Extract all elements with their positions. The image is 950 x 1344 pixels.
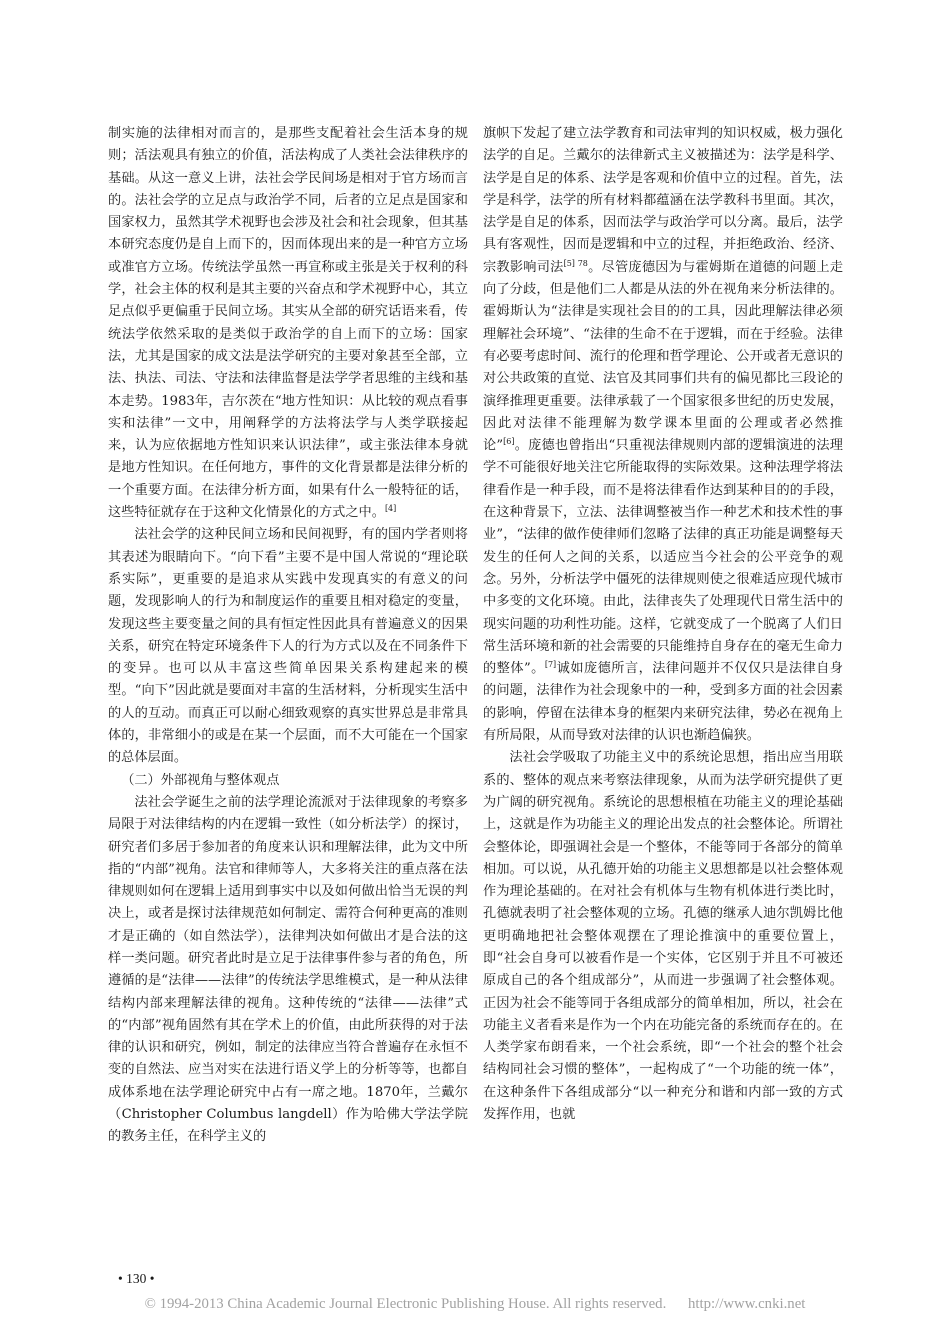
paragraph-text: 制实施的法律相对而言的，是那些支配着社会生活本身的规则；活法观具有独立的价值，活法构成了人类社会法律秩序的基础。从这一意义上讲，法社会学民间场是相对于官方场而言的。法社会学的立足点与政治学不同，后者的立足点是国家和国家权力，虽然其学术视野也会涉及社会和社会现象，但其基本研究态度仍是自上而下的，因而体现出来的是一种官方立场或准官方立场。传统法学虽然一再宣称或主张是关于权利的科学，社会主体的权利是其主要的兴奋点和学术视野中心，其立足点似乎更偏重于民间立场。其实从全部的研究话语来看，传统法学依然采取的是类似于政治学的自上而下的立场：国家法，尤其是国家的成文法是法学研究的主要对象甚至全部，立法、执法、司法、守法和法律监督是法学学者思维的主线和基本走势。1983年，吉尔茨在“地方性知识：从比较的观点看事实和法律”一文中，用阐释学的方法将法学与人类学联接起来，认为应依据地方性知识来认识法律”，或主张法律本身就是地方性知识。在任何地方，事件的文化背景都是法律分析的一个重要方面。在法律分析方面，如果有什么一般特征的话，这些特征就存在于这种文化情景化的方式之中。 xyxy=(108,126,468,521)
citation-mark: [6] xyxy=(503,437,515,447)
website-link[interactable]: http://www.cnki.net xyxy=(687,1296,806,1312)
citation-mark: [7] xyxy=(544,660,557,670)
citation-mark: [5] 78 xyxy=(563,258,588,268)
right-column xyxy=(483,123,843,1126)
paragraph: 法社会学诞生之前的法学理论流派对于法律现象的考察多局限于对法律结构的内在逻辑一致性（如分析法学）的探讨，研究者们多居于参加者的角度来认识和理解法律，此为文中所指的“内部”视角。法官和律师等人，大多将关注的重点落在法律规则如何在逻辑上适用到事实中以及如何做出恰当无误的判决上，或者是探讨法律规范如何制定、需符合何种更高的准则才是正确的（如自然法学），法律判决如何做出才是合法的这样一类问题。研究者此时是立足于法律事件参与者的角色，所遵循的是“法律——法律”的传统法学思维模式，是一种从法律结构内部来理解法律的视角。这种传统的“法律——法律”式的“内部”视角固然有其在学术上的价值，由此所获得的对于法律的认识和研究，例如，制定的法律应当符合普遍存在永恒不变的自然法、应当对实在法进行语义学上的分析等等，也都自成体系地在法学理论研究中占有一席之地。1870年，兰戴尔（Christopher Columbus langdell）作为哈佛大学法学院的教务主任，在科学主义的 xyxy=(108,794,468,1145)
copyright-footer xyxy=(0,1296,950,1313)
paragraph-text: 。庞德也曾指出“只重视法律规则内部的逻辑演进的法理学不可能很好地关注它所能取得的实际效果。这种法理学将法律看作是一种手段，而不是将法律看作达到某种目的的手段，在这种背景下，立法、法律调整被当作一种艺术和技术性的事业”，“法律的做作使律师们忽略了法律的真正功能是调整每天发生的任何人之间的关系，以适应当今社会的公平竞争的观念。另外，分析法学中僵死的法律规则使之很难适应现代城市中多变的文化环境。由此，法律丧失了处理现代日常生活中的现实问题的功利性功能。这样，它就变成了一个脱离了人们日常生活环境和新的社会需要的只能维持自身存在的毫无生命力的整体”。 xyxy=(483,438,843,677)
paragraph: 法社会学的这种民间立场和民间视野，有的国内学者则将其表述为眼睛向下。“向下看”主要不是中国人常说的“理论联系实际”，更重要的是追求从实践中发现真实的有意义的问题，发现影响人的行为和制度运作的重要且相对稳定的变量，发现这些主要变量之间的具有恒定性因此具有普遍意义的因果关系，研究在特定环境条件下人的行为方式以及在不同条件下的变异。也可以从丰富这些简单因果关系构建起来的模型。“向下”因此就是要面对丰富的生活材料，分析现实生活中的人的互动。而真正可以耐心细致观察的真实世界总是非常具体的，非常细小的或是在某一个层面，而不大可能在一个国家的总体层面。 xyxy=(108,527,468,766)
copyright-text: © 1994-2013 China Academic Journal Electronic Publishing House. All rights reserved. xyxy=(144,1296,667,1312)
section-heading: （二）外部视角与整体观点 xyxy=(121,772,280,788)
page-number: • 130 • xyxy=(118,1271,155,1286)
left-column xyxy=(108,123,468,1149)
paragraph-text: 。尽管庞德因为与霍姆斯在道德的问题上走向了分歧，但是他们二人都是从法的外在视角来分析法律的。霍姆斯认为“法律是实现社会目的的工具，因此理解法律必须理解社会环境”、“法律的生命不在于逻辑，而在于经验。法律有必要考虑时间、流行的伦理和哲学理论、公开或者无意识的对公共政策的直觉、法官及其同事们共有的偏见都比三段论的演绎推理更重要。法律承载了一个国家很多世纪的历史发展，因此对法律不能理解为数学课本里面的公理或者必然推论” xyxy=(483,259,844,454)
paragraph xyxy=(108,123,468,524)
citation-mark: [4] xyxy=(384,504,397,514)
paragraph xyxy=(483,123,843,747)
paragraph: 法社会学吸取了功能主义中的系统论思想，指出应当用联系的、整体的观点来考察法律现象，从而为法学研究提供了更为广阔的研究视角。系统论的思想根植在功能主义的理论基础上，这就是作为功能主义的理论出发点的社会整体论。所谓社会整体论，即强调社会是一个整体，不能等同于各部分的简单相加。可以说，从孔德开始的功能主义思想都是以社会整体观作为理论基础的。在对社会有机体与生物有机体进行类比时，孔德就表明了社会整体观的立场。孔德的继承人迪尔凯姆比他更明确地把社会整体观摆在了理论推演中的重要位置上，即“社会自身可以被看作是一个实体，它区别于并且不可被还原成自己的各个组成部分”，从而进一步强调了社会整体观。正因为社会不能等同于各组成部分的简单相加，所以，社会在功能主义者看来是作为一个内在功能完备的系统而存在的。在人类学家布朗看来，一个社会系统，即“一个社会的整个社会结构同社会习惯的整体”，一起构成了“一个功能的统一体”，在这种条件下各组成部分“以一种充分和谐和内部一致的方式发挥作用，也就 xyxy=(483,750,843,1123)
paragraph-text: 旗帜下发起了建立法学教育和司法审判的知识权威，极力强化法学的自足。兰戴尔的法律新式主义被描述为：法学是科学、法学是自足的体系、法学是客观和价值中立的过程。首先，法学是科学，法学的所有材料都蕴涵在法学教科书里面。其次，法学是自足的体系，因而法学与政治学可以分离。最后，法学具有客观性，因而是逻辑和中立的过程，并拒绝政治、经济、宗教影响司法 xyxy=(483,126,843,275)
paragraph-text: 诚如庞德所言，法律问题并不仅仅只是法律自身的问题，法律作为社会现象中的一种，受到多方面的社会因素的影响，停留在法律本身的框架内来研究法律，势必在视角上有所局限，从而导致对法律的认识也渐趋偏狭。 xyxy=(483,661,843,744)
